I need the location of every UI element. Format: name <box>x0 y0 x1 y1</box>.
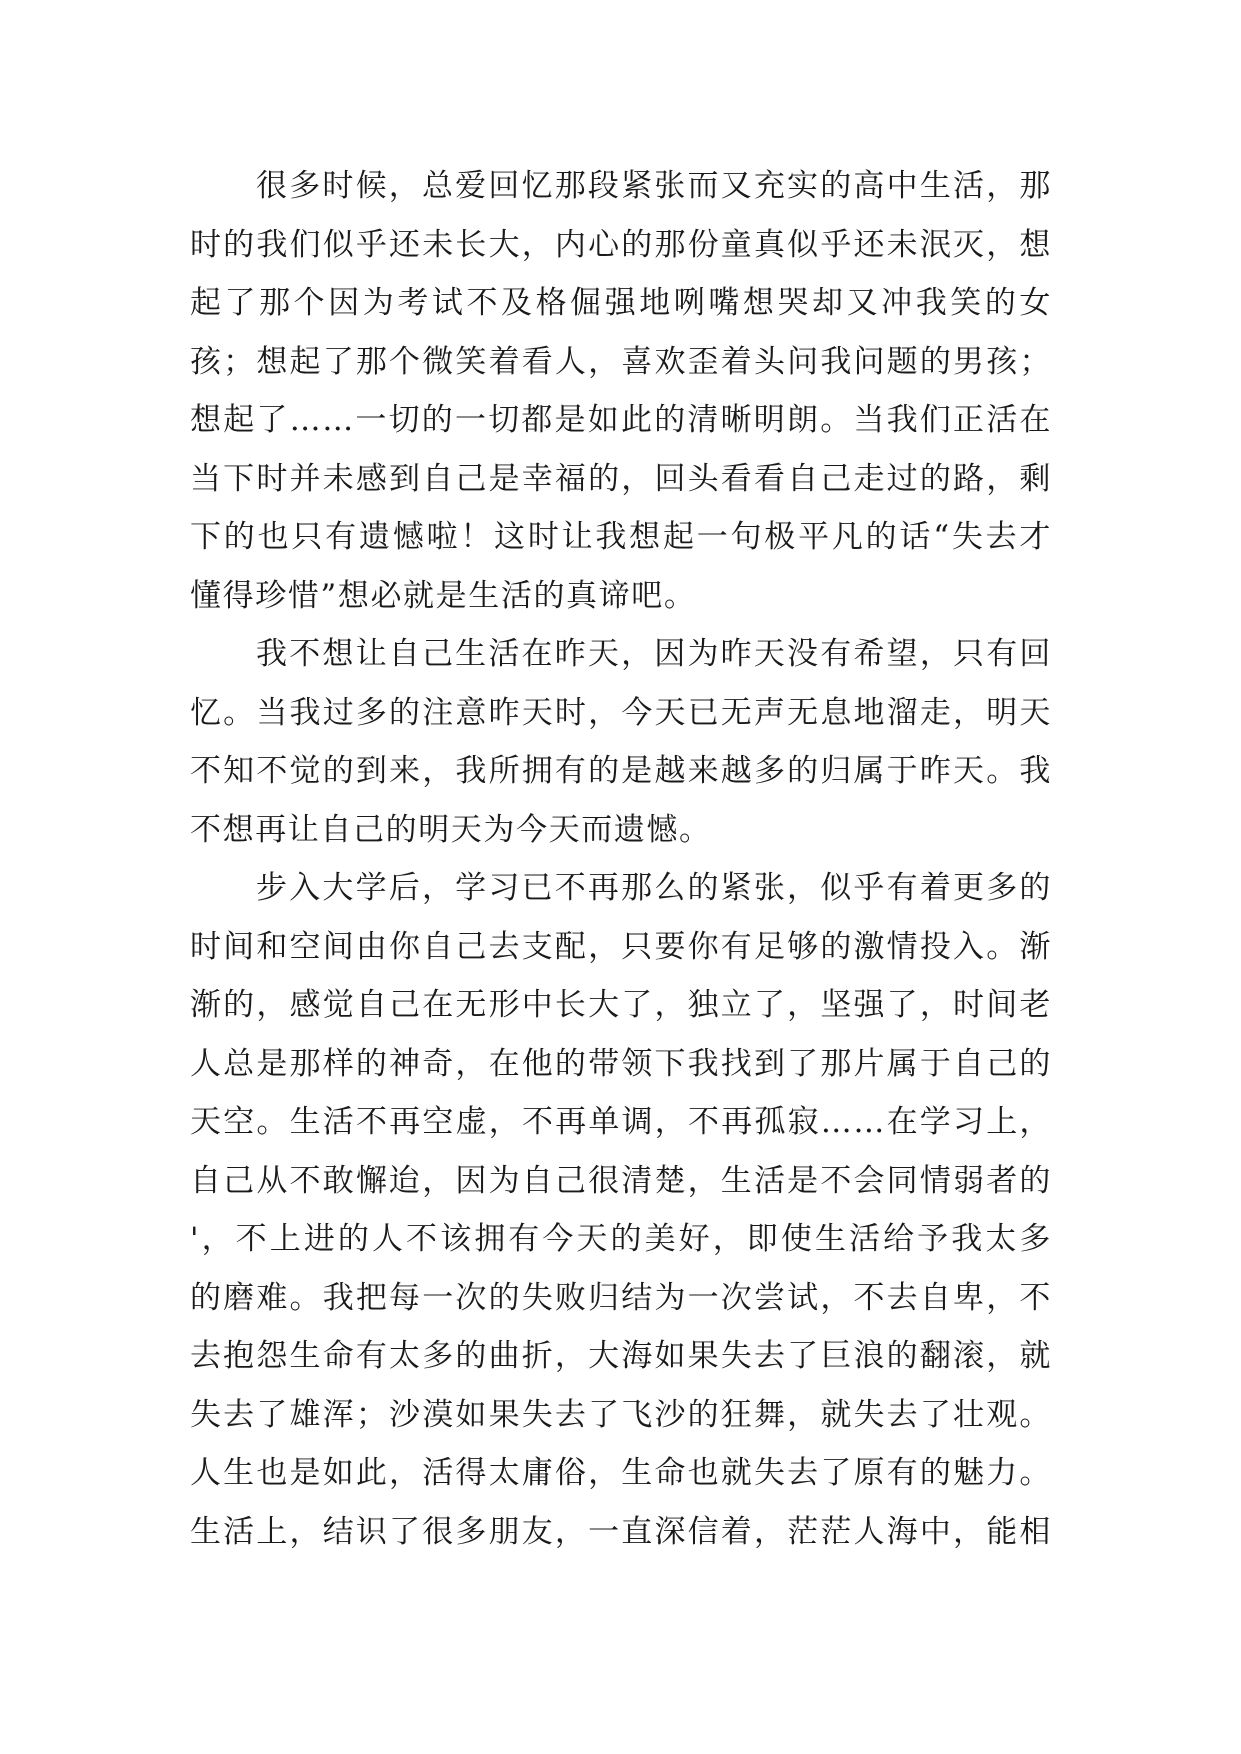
paragraph-1-line-2: 时的我们似乎还未长大，内心的那份童真似乎还未泯灭，想 <box>190 226 1052 263</box>
paragraph-2-line-2: 忆。当我过多的注意昨天时，今天已无声无息地溜走，明天 <box>190 694 1052 731</box>
paragraph-3-line-4: 人总是那样的神奇，在他的带领下我找到了那片属于自己的 <box>190 1045 1052 1082</box>
paragraph-2-line-1: 我不想让自己生活在昨天，因为昨天没有希望，只有回 <box>256 636 1052 672</box>
paragraph-3-line-11: 人生也是如此，活得太庸俗，生命也就失去了原有的魅力。 <box>190 1455 1052 1491</box>
document-body <box>190 157 1052 1561</box>
paragraph-1-line-3: 起了那个因为考试不及格倔强地咧嘴想哭却又冲我笑的女 <box>190 285 1052 321</box>
paragraph-3-line-12: 生活上，结识了很多朋友，一直深信着，茫茫人海中，能相 <box>190 1513 1052 1550</box>
paragraph-3-line-2: 时间和空间由你自己去支配，只要你有足够的激情投入。渐 <box>190 928 1052 965</box>
paragraph-3-line-3: 渐的，感觉自己在无形中长大了，独立了，坚强了，时间老 <box>190 987 1052 1023</box>
paragraph-1-line-4: 孩；想起了那个微笑着看人，喜欢歪着头问我问题的男孩； <box>190 343 1052 380</box>
paragraph-1-line-1: 很多时候，总爱回忆那段紧张而又充实的高中生活，那 <box>256 168 1052 204</box>
paragraph-3-line-9: 去抱怨生命有太多的曲折，大海如果失去了巨浪的翻滚，就 <box>190 1338 1052 1374</box>
paragraph-3-line-10: 失去了雄浑；沙漠如果失去了飞沙的狂舞，就失去了壮观。 <box>190 1396 1052 1433</box>
paragraph-2-line-4: 不想再让自己的明天为今天而遗憾。 <box>190 811 712 848</box>
paragraph-3-line-6: 自己从不敢懈迨，因为自己很清楚，生活是不会同情弱者的 <box>190 1162 1052 1199</box>
paragraph-1-line-6: 当下时并未感到自己是幸福的，回头看看自己走过的路，剩 <box>190 460 1052 497</box>
paragraph-1-line-5: 想起了……一切的一切都是如此的清晰明朗。当我们正活在 <box>190 402 1052 438</box>
paragraph-3-line-1: 步入大学后，学习已不再那么的紧张，似乎有着更多的 <box>256 870 1052 906</box>
paragraph-3-line-5: 天空。生活不再空虚，不再单调，不再孤寂……在学习上， <box>190 1104 1052 1140</box>
paragraph-3-line-7: '，不上进的人不该拥有今天的美好，即使生活给予我太多 <box>190 1221 1052 1257</box>
paragraph-1-line-7: 下的也只有遗憾啦！这时让我想起一句极平凡的话“失去才 <box>190 519 1052 555</box>
paragraph-2-line-3: 不知不觉的到来，我所拥有的是越来越多的归属于昨天。我 <box>190 753 1052 789</box>
paragraph-1-line-8: 懂得珍惜”想必就是生活的真谛吧。 <box>190 577 697 614</box>
paragraph-3-line-8: 的磨难。我把每一次的失败归结为一次尝试，不去自卑，不 <box>190 1279 1052 1316</box>
